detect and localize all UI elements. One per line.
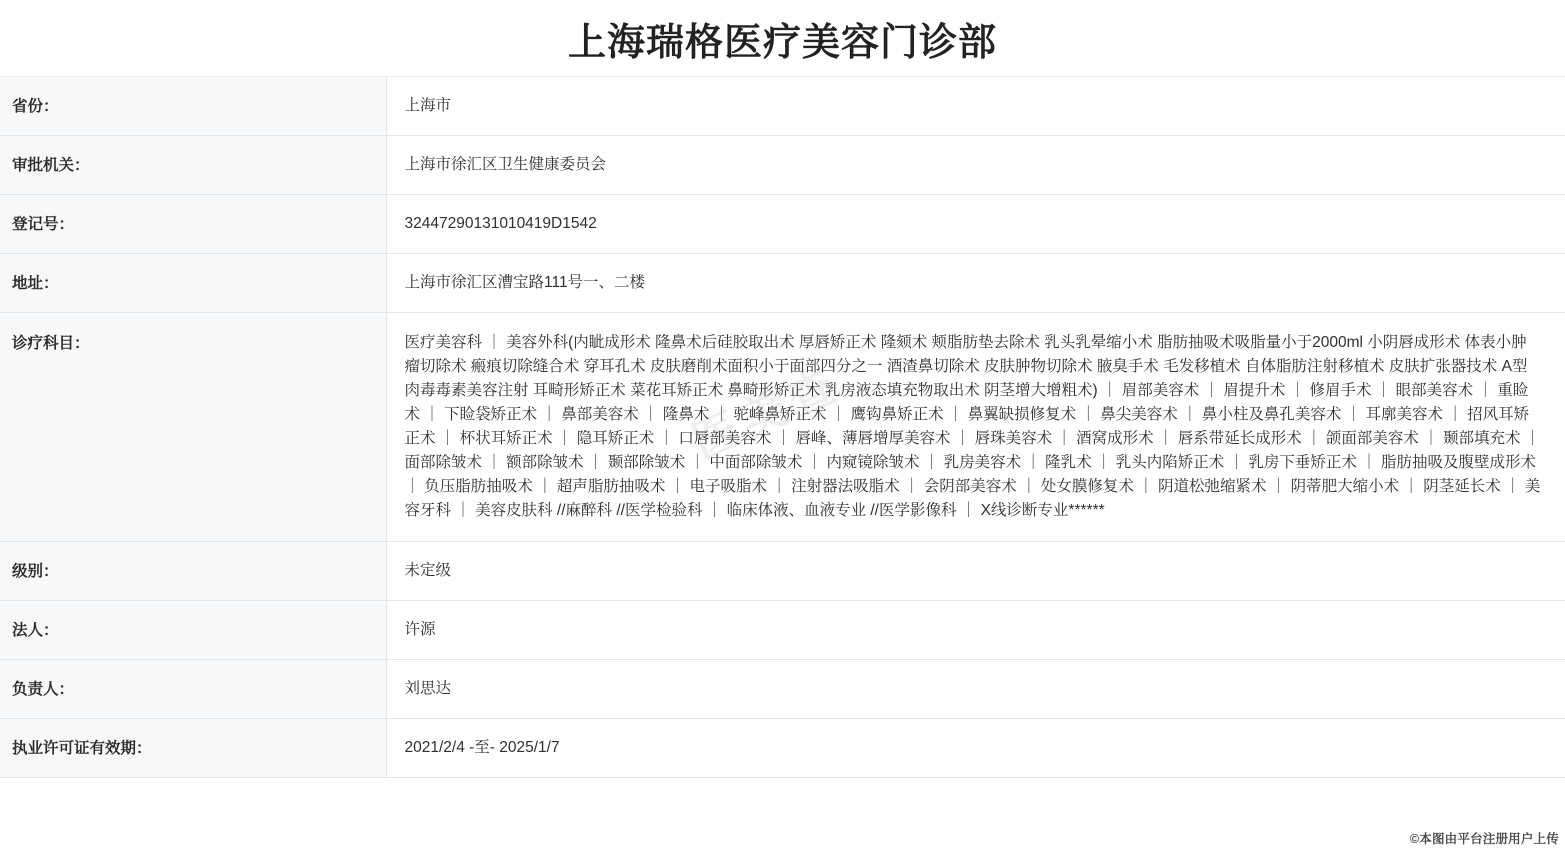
table-row <box>0 195 1565 254</box>
table-row <box>0 542 1565 601</box>
row-label-responsible-person: 负责人： <box>0 660 386 719</box>
row-label-grade: 级别： <box>0 542 386 601</box>
row-value-grade: 未定级 <box>386 542 1565 601</box>
table-row <box>0 254 1565 313</box>
table-row <box>0 136 1565 195</box>
row-value-province: 上海市 <box>386 77 1565 136</box>
table-row <box>0 313 1565 542</box>
page-title-bar <box>0 0 1565 77</box>
row-label-registration-number: 登记号： <box>0 195 386 254</box>
row-label-license-validity: 执业许可证有效期： <box>0 719 386 778</box>
row-value-medical-scope: 医疗美容科 ｜ 美容外科(内眦成形术 隆鼻术后硅胶取出术 厚唇矫正术 隆颏术 颊脂肪垫去除术 乳头乳晕缩小术 脂肪抽吸术吸脂量小于2000ml 小阴唇成形术 体表小肿瘤切除术 瘢痕切除缝合术 穿耳孔术 皮肤磨削术面积小于面部四分之一 酒渣鼻切除术 皮肤肿物切除术 腋臭手术 毛发移植术 自体脂肪注射移植术 皮肤扩张器技术 A型肉毒毒素美容注射 耳畸形矫正术 菜花耳矫正术 鼻畸形矫正术 乳房液态填充物取出术 阴茎增大增粗术) ｜ 眉部美容术 ｜ 眉提升术 ｜ 修眉手术 ｜ 眼部美容术 ｜ 重睑术 ｜ 下睑袋矫正术 ｜ 鼻部美容术 ｜ 隆鼻术 ｜ 驼峰鼻矫正术 ｜ 鹰钩鼻矫正术 ｜ 鼻翼缺损修复术 ｜ 鼻尖美容术 ｜ 鼻小柱及鼻孔美容术 ｜ 耳廓美容术 ｜ 招风耳矫正术 ｜ 杯状耳矫正术 ｜ 隐耳矫正术 ｜ 口唇部美容术 ｜ 唇峰、薄唇增厚美容术 ｜ 唇珠美容术 ｜ 酒窝成形术 ｜ 唇系带延长成形术 ｜ 颌面部美容术 ｜ 颞部填充术 ｜ 面部除皱术 ｜ 额部除皱术 ｜ 颞部除皱术 ｜ 中面部除皱术 ｜ 内窥镜除皱术 ｜ 乳房美容术 ｜ 隆乳术 ｜ 乳头内陷矫正术 ｜ 乳房下垂矫正术 ｜ 脂肪抽吸及腹壁成形术 ｜ 负压脂肪抽吸术 ｜ 超声脂肪抽吸术 ｜ 电子吸脂术 ｜ 注射器法吸脂术 ｜ 会阴部美容术 ｜ 处女膜修复术 ｜ 阴道松弛缩紧术 ｜ 阴蒂肥大缩小术 ｜ 阴茎延长术 ｜ 美容牙科 ｜ 美容皮肤科 //麻醉科 //医学检验科 ｜ 临床体液、血液专业 //医学影像科 ｜ X线诊断专业****** <box>386 313 1565 542</box>
row-value-responsible-person: 刘思达 <box>386 660 1565 719</box>
table-row <box>0 601 1565 660</box>
row-value-legal-person: 许源 <box>386 601 1565 660</box>
upload-credit-note: ©本图由平台注册用户上传 <box>1409 832 1559 846</box>
row-value-approval-authority: 上海市徐汇区卫生健康委员会 <box>386 136 1565 195</box>
row-label-province: 省份： <box>0 77 386 136</box>
row-label-approval-authority: 审批机关： <box>0 136 386 195</box>
page-title: 上海瑞格医疗美容门诊部 <box>567 21 997 64</box>
row-label-legal-person: 法人： <box>0 601 386 660</box>
license-info-table <box>0 77 1565 778</box>
row-value-address: 上海市徐汇区漕宝路111号一、二楼 <box>386 254 1565 313</box>
table-row <box>0 660 1565 719</box>
table-row <box>0 77 1565 136</box>
row-label-address: 地址： <box>0 254 386 313</box>
row-value-registration-number: 32447290131010419D1542 <box>386 195 1565 254</box>
table-row <box>0 719 1565 778</box>
row-label-medical-scope: 诊疗科目： <box>0 313 386 542</box>
row-value-license-validity: 2021/2/4 -至- 2025/1/7 <box>386 719 1565 778</box>
license-info-body <box>0 77 1565 778</box>
